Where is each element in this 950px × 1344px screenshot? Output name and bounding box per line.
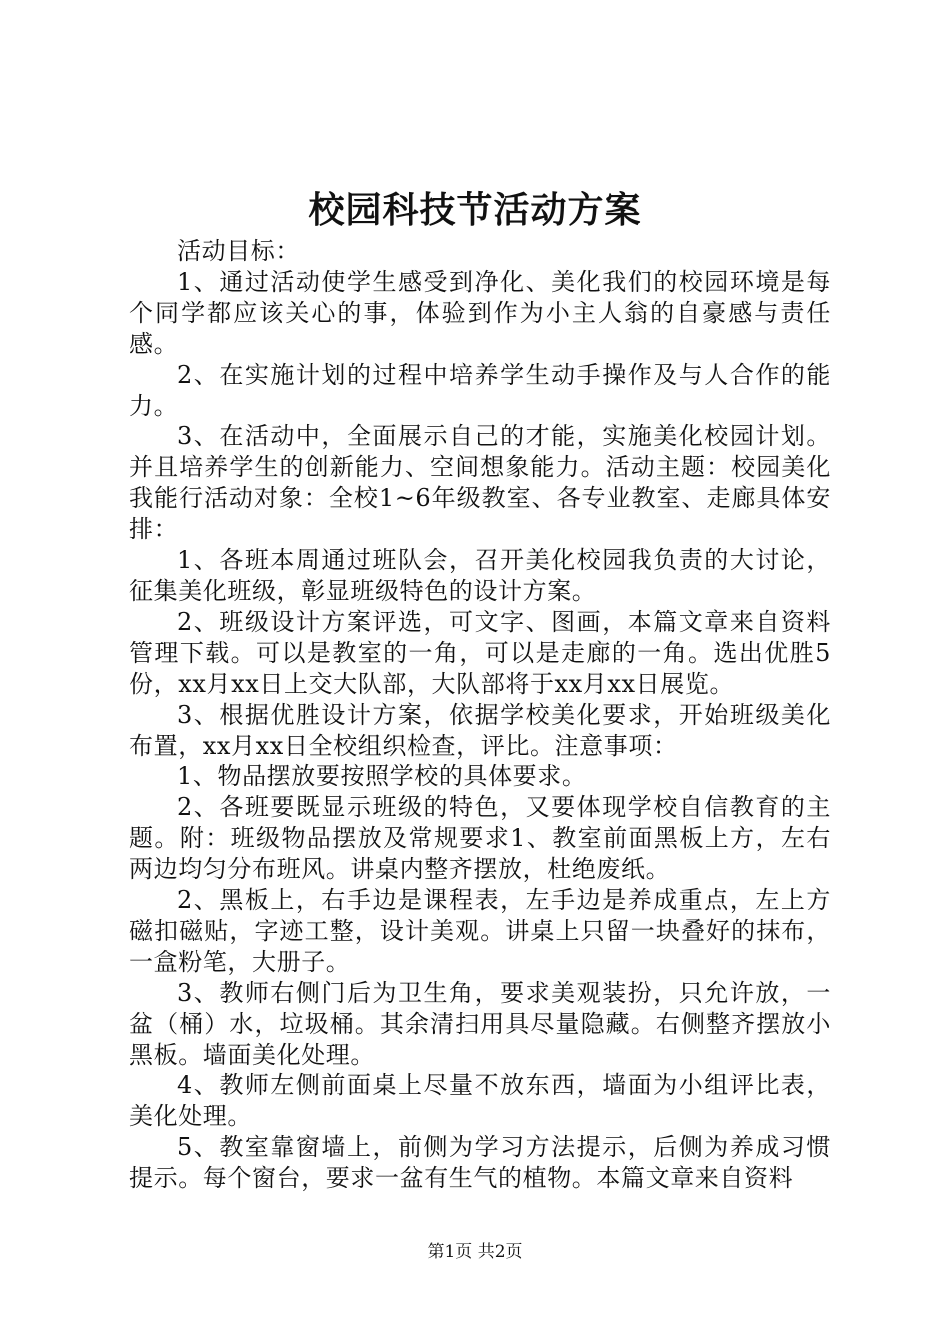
paragraph: 1、通过活动使学生感受到净化、美化我们的校园环境是每个同学都应该关心的事，体验到作为小主人翁的自豪感与责任感。 <box>129 267 831 358</box>
document-body <box>129 236 831 1194</box>
paragraph-goal-heading: 活动目标： <box>177 237 300 265</box>
paragraph: 4、教师左侧前面桌上尽量不放东西，墙面为小组评比表，美化处理。 <box>129 1071 831 1131</box>
page-number-footer: 第1页 共2页 <box>427 1242 523 1262</box>
paragraph: 3、根据优胜设计方案，依据学校美化要求，开始班级美化布置，xx月xx日全校组织检查，评比。注意事项： <box>129 700 831 760</box>
paragraph: 5、教室靠窗墙上，前侧为学习方法提示，后侧为养成习惯提示。每个窗台，要求一盆有生气的植物。本篇文章来自资料 <box>129 1133 831 1193</box>
paragraph: 2、各班要既显示班级的特色，又要体现学校自信教育的主题。附：班级物品摆放及常规要求1、教室前面黑板上方，左右两边均匀分布班风。讲桌内整齐摆放，杜绝废纸。 <box>129 793 831 884</box>
paragraph: 1、物品摆放要按照学校的具体要求。 <box>177 762 587 791</box>
paragraph: 3、教师右侧门后为卫生角，要求美观装扮，只允许放，一盆（桶）水，垃圾桶。其余清扫用具尽量隐藏。右侧整齐摆放小黑板。墙面美化处理。 <box>129 978 831 1069</box>
paragraph: 2、在实施计划的过程中培养学生动手操作及与人合作的能力。 <box>129 360 831 420</box>
paragraph: 3、在活动中，全面展示自己的才能，实施美化校园计划。并且培养学生的创新能力、空间想象能力。活动主题：校园美化我能行活动对象：全校1~6年级教室、各专业教室、走廊具体安排： <box>129 422 831 544</box>
document-title: 校园科技节活动方案 <box>308 189 642 231</box>
paragraph: 1、各班本周通过班队会，召开美化校园我负责的大讨论，征集美化班级，彰显班级特色的设计方案。 <box>129 546 831 605</box>
paragraph: 2、黑板上，右手边是课程表，左手边是养成重点，左上方磁扣磁贴，字迹工整，设计美观。讲桌上只留一块叠好的抹布，一盒粉笔，大册子。 <box>129 886 831 976</box>
paragraph: 2、班级设计方案评选，可文字、图画，本篇文章来自资料管理下载。可以是教室的一角，可以是走廊的一角。选出优胜5份，xx月xx日上交大队部，大队部将于xx月xx日展览。 <box>129 607 831 698</box>
